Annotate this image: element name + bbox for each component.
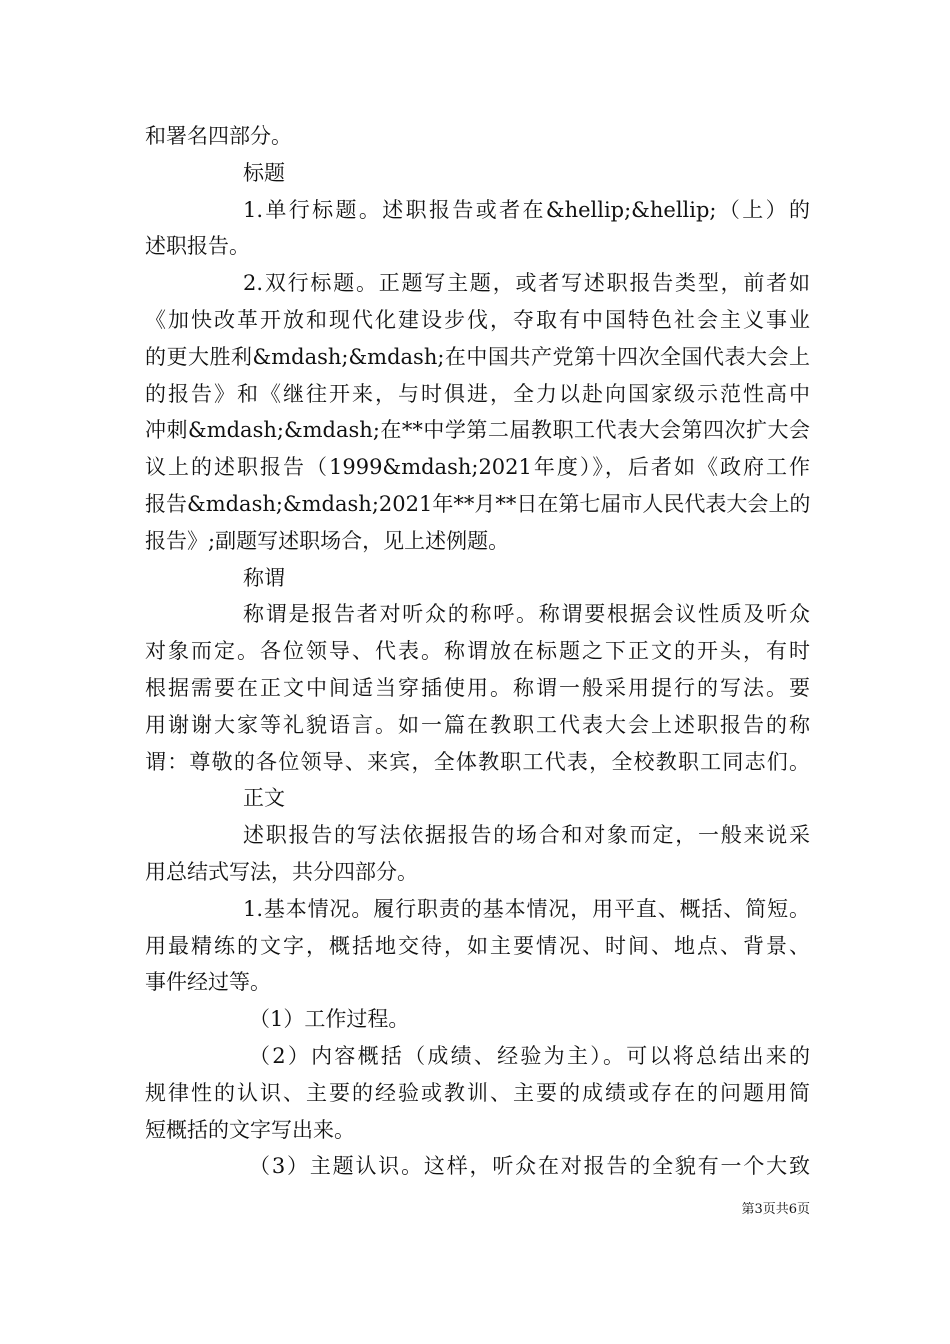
section-heading-body: 正文	[243, 786, 285, 811]
text-line: 规律性的认识、主要的经验或教训、主要的成绩或存在的问题用简	[145, 1080, 810, 1105]
text-line: 根据需要在正文中间适当穿插使用。称谓一般采用提行的写法。要	[145, 675, 810, 700]
section-heading-salutation: 称谓	[243, 565, 285, 590]
text-line: 述职报告。	[145, 234, 250, 259]
text-line: 短概括的文字写出来。	[145, 1117, 355, 1142]
text-line: 的报告》和《继往开来，与时俱进，全力以赴向国家级示范性高中	[145, 381, 810, 406]
text-line: 述职报告的写法依据报告的场合和对象而定，一般来说采	[243, 823, 810, 848]
text-line: 用总结式写法，共分四部分。	[145, 859, 418, 884]
text-line: （2）内容概括（成绩、经验为主）。可以将总结出来的	[249, 1043, 810, 1068]
text-line: （3）主题认识。这样，听众在对报告的全貌有一个大致	[249, 1154, 810, 1179]
text-line: 议上的述职报告（1999&mdash;2021年度）》，后者如《政府工作	[145, 455, 810, 480]
text-line: 称谓是报告者对听众的称呼。称谓要根据会议性质及听众	[243, 602, 810, 627]
text-line: 事件经过等。	[145, 970, 271, 995]
text-line: 的更大胜利&mdash;&mdash;在中国共产党第十四次全国代表大会上	[145, 344, 810, 369]
page-number-footer: 第3页共6页	[741, 1202, 810, 1217]
text-line: 用最精练的文字，概括地交待，如主要情况、时间、地点、背景、	[145, 933, 810, 958]
text-line: 对象而定。各位领导、代表。称谓放在标题之下正文的开头，有时	[145, 639, 810, 664]
text-line: 用谢谢大家等礼貌语言。如一篇在教职工代表大会上述职报告的称	[145, 712, 810, 737]
text-line: （1）工作过程。	[249, 1007, 410, 1032]
text-line: 冲刺&mdash;&mdash;在**中学第二届教职工代表大会第四次扩大会	[145, 418, 810, 443]
text-line: 报告&mdash;&mdash;2021年**月**日在第七届市人民代表大会上的	[145, 491, 810, 516]
text-line: 1.基本情况。履行职责的基本情况，用平直、概括、简短。	[243, 896, 810, 921]
text-line: 谓：尊敬的各位领导、来宾，全体教职工代表，全校教职工同志们。	[145, 749, 810, 774]
text-line: 1.单行标题。述职报告或者在&hellip;&hellip;（上）的	[243, 197, 810, 222]
text-line: 和署名四部分。	[145, 124, 292, 148]
section-heading-title: 标题	[243, 160, 285, 185]
text-line: 报告》;副题写述职场合，见上述例题。	[145, 528, 510, 553]
text-line: 《加快改革开放和现代化建设步伐，夺取有中国特色社会主义事业	[145, 307, 810, 332]
text-line: 2.双行标题。正题写主题，或者写述职报告类型，前者如	[243, 271, 810, 296]
body-text	[145, 118, 810, 1185]
